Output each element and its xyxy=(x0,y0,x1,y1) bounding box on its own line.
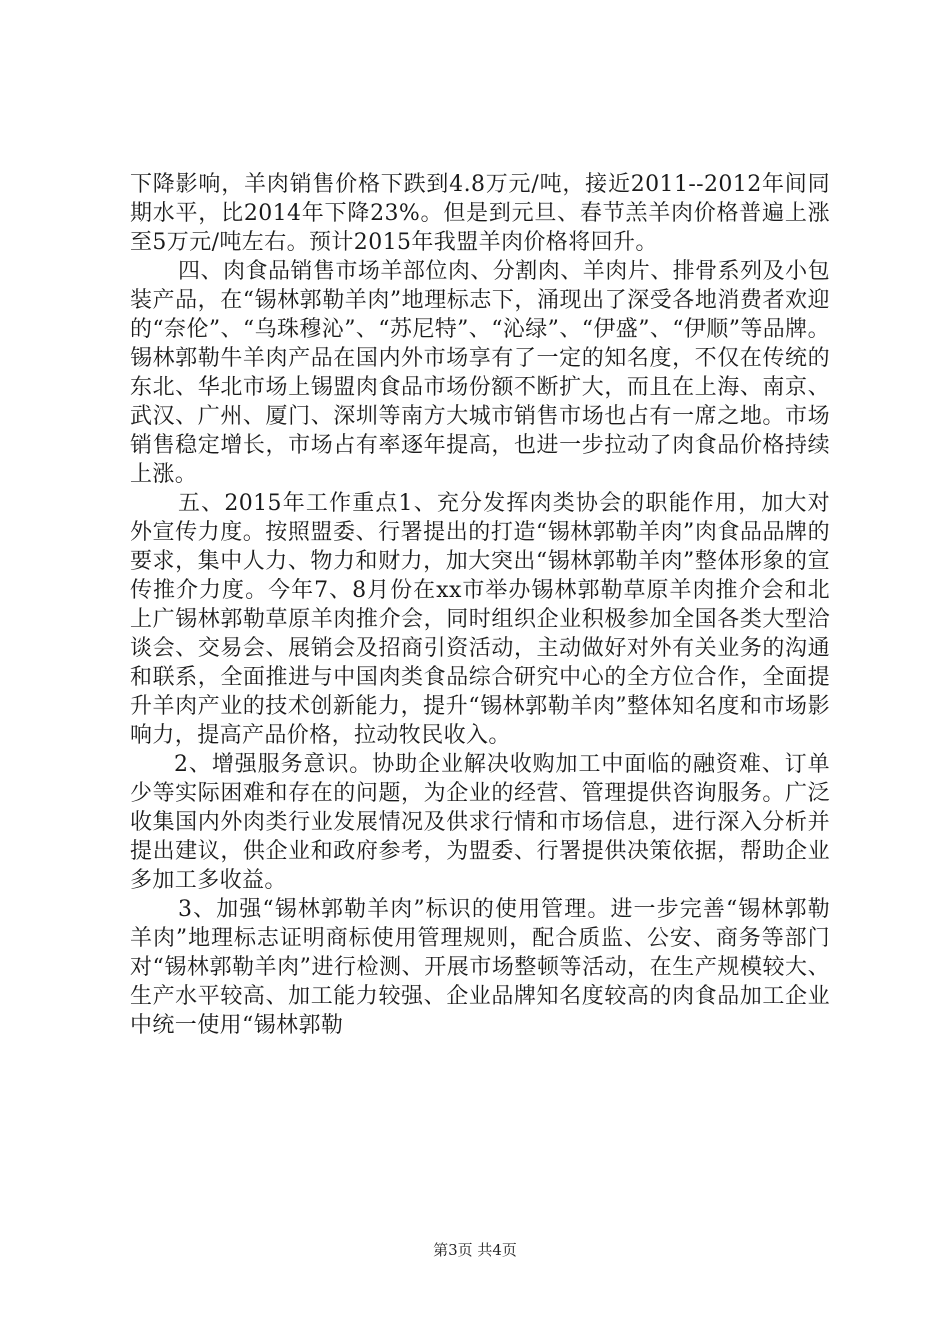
page-number-footer: 第3页 共4页 xyxy=(433,1241,517,1259)
paragraph-item-three: 3、加强“锡林郭勒羊肉”标识的使用管理。进一步完善“锡林郭勒羊肉”地理标志证明商标使用管理规则，配合质监、公安、商务等部门对“锡林郭勒羊肉”进行检测、开展市场整顿等活动，在生产规模较大、生产水平较高、加工能力较强、企业品牌知名度较高的肉食品加工企业中统一使用“锡林郭勒 xyxy=(130,897,830,1038)
paragraph-item-two: 2、增强服务意识。协助企业解决收购加工中面临的融资难、订单少等实际困难和存在的问题，为企业的经营、管理提供咨询服务。广泛收集国内外肉类行业发展情况及供求行情和市场信息，进行深入分析并提出建议，供企业和政府参考，为盟委、行署提供决策依据，帮助企业多加工多收益。 xyxy=(130,752,830,893)
paragraph-section-four: 四、肉食品销售市场羊部位肉、分割肉、羊肉片、排骨系列及小包装产品，在“锡林郭勒羊肉”地理标志下，涌现出了深受各地消费者欢迎的“奈伦”、“乌珠穆沁”、“苏尼特”、“沁绿”、“伊盛”、“伊顺”等品牌。锡林郭勒牛羊肉产品在国内外市场享有了一定的知名度，不仅在传统的东北、华北市场上锡盟肉食品市场份额不断扩大，而且在上海、南京、武汉、广州、厦门、深圳等南方大城市销售市场也占有一席之地。市场销售稳定增长，市场占有率逐年提高，也进一步拉动了肉食品价格持续上涨。 xyxy=(130,259,830,487)
paragraph-section-five: 五、2015年工作重点1、充分发挥肉类协会的职能作用，加大对外宣传力度。按照盟委、行署提出的打造“锡林郭勒羊肉”肉食品品牌的要求，集中人力、物力和财力，加大突出“锡林郭勒羊肉”整体形象的宣传推介力度。今年7、8月份在xx市举办锡林郭勒草原羊肉推介会和北上广锡林郭勒草原羊肉推介会，同时组织企业积极参加全国各类大型洽谈会、交易会、展销会及招商引资活动，主动做好对外有关业务的沟通和联系，全面推进与中国肉类食品综合研究中心的全方位合作，全面提升羊肉产业的技术创新能力，提升“锡林郭勒羊肉”整体知名度和市场影响力，提高产品价格，拉动牧民收入。 xyxy=(130,491,830,748)
paragraph-continued: 下降影响，羊肉销售价格下跌到4.8万元/吨，接近2011--2012年间同期水平，比2014年下降23%。但是到元旦、春节羔羊肉价格普遍上涨至5万元/吨左右。预计2015年我盟羊肉价格将回升。 xyxy=(130,172,830,255)
document-body xyxy=(130,170,830,1040)
